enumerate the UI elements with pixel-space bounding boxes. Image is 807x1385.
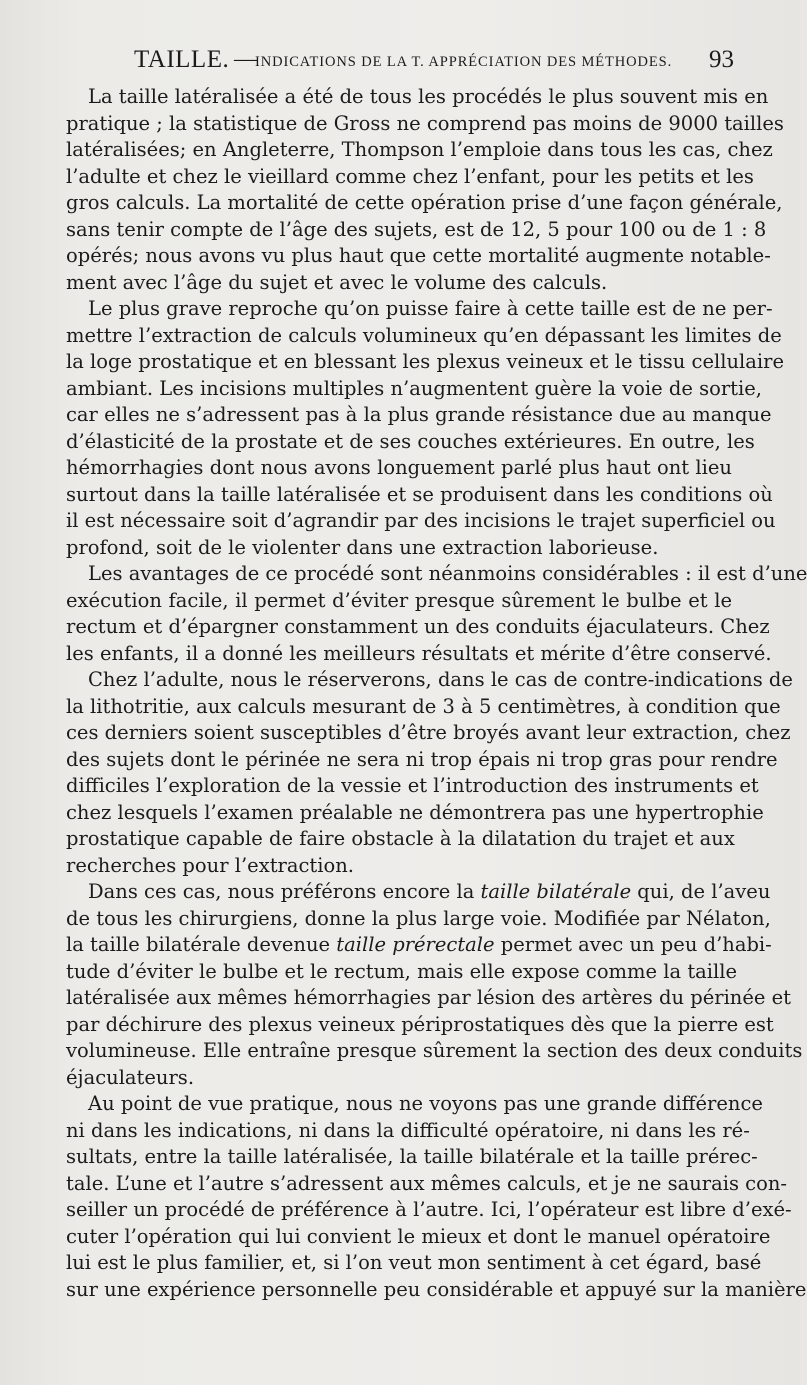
text-segment: la taille bilatérale devenue bbox=[66, 933, 337, 956]
text-line: Chez l’adulte, nous le réserverons, dans le cas de contre-indications de bbox=[88, 668, 793, 691]
header-title: TAILLE. bbox=[134, 46, 230, 73]
header-dash: — bbox=[234, 46, 257, 71]
text-line: rectum et d’épargner constamment un des conduits éjaculateurs. Chez bbox=[66, 615, 770, 638]
text-line: ni dans les indications, ni dans la difficulté opératoire, ni dans les ré- bbox=[66, 1118, 750, 1142]
text-line: ment avec l’âge du sujet et avec le volume des calculs. bbox=[66, 270, 608, 294]
text-line: des sujets dont le périnée ne sera ni trop épais ni trop gras pour rendre bbox=[66, 747, 778, 771]
text-line: exécution facile, il permet d’éviter presque sûrement le bulbe et le bbox=[66, 588, 732, 612]
header-subtitle: INDICATIONS DE LA T. APPRÉCIATION DES MÉTHODES. bbox=[255, 54, 673, 70]
text-line: latéralisées; en Angleterre, Thompson l’emploie dans tous les cas, chez bbox=[66, 138, 773, 161]
text-line bbox=[66, 932, 772, 959]
text-line: ambiant. Les incisions multiples n’augmentent guère la voie de sortie, bbox=[66, 376, 762, 400]
text-line: sans tenir compte de l’âge des sujets, est de 12, 5 pour 100 ou de 1 : 8 bbox=[66, 217, 767, 241]
text-segment: permet avec un peu d’habi- bbox=[494, 933, 772, 956]
text-line: de tous les chirurgiens, donne la plus large voie. Modifiée par Nélaton, bbox=[66, 906, 771, 930]
text-line bbox=[66, 879, 771, 906]
text-line: La taille latéralisée a été de tous les procédés le plus souvent mis en bbox=[88, 85, 769, 108]
text-line: sultats, entre la taille latéralisée, la taille bilatérale et la taille prérec- bbox=[66, 1145, 758, 1168]
text-line: prostatique capable de faire obstacle à la dilatation du trajet et aux bbox=[66, 827, 735, 850]
text-line: recherches pour l’extraction. bbox=[66, 853, 354, 877]
text-line: les enfants, il a donné les meilleurs résultats et mérite d’être conservé. bbox=[66, 641, 772, 665]
text-line: tude d’éviter le bulbe et le rectum, mais elle expose comme la taille bbox=[66, 959, 738, 983]
text-line: d’élasticité de la prostate et de ses couches extérieures. En outre, les bbox=[66, 429, 755, 453]
text-line: sur une expérience personnelle peu considérable et appuyé sur la manière bbox=[66, 1277, 807, 1301]
text-line: ces derniers soient susceptibles d’être broyés avant leur extraction, chez bbox=[66, 721, 791, 744]
running-header bbox=[66, 44, 734, 78]
text-line: lui est le plus familier, et, si l’on veut mon sentiment à cet égard, basé bbox=[66, 1251, 762, 1274]
text-line: la loge prostatique et en blessant les plexus veineux et le tissu cellulaire bbox=[66, 350, 784, 373]
text-line: la lithotritie, aux calculs mesurant de 3 à 5 centimètres, à condition que bbox=[66, 694, 781, 718]
body-text bbox=[66, 84, 807, 1303]
text-line: par déchirure des plexus veineux périprostatiques dès que la pierre est bbox=[66, 1012, 774, 1036]
text-line: l’adulte et chez le vieillard comme chez l’enfant, pour les petits et les bbox=[66, 164, 754, 188]
text-line: difficiles l’exploration de la vessie et l’introduction des instruments et bbox=[66, 774, 759, 797]
text-line: gros calculs. La mortalité de cette opération prise d’une façon générale, bbox=[66, 191, 783, 214]
text-segment: qui, de l’aveu bbox=[631, 880, 771, 903]
text-line: profond, soit de le violenter dans une extraction laborieuse. bbox=[66, 535, 659, 559]
text-line: Au point de vue pratique, nous ne voyons pas une grande différence bbox=[88, 1092, 763, 1115]
text-line: Le plus grave reproche qu’on puisse faire à cette taille est de ne per- bbox=[88, 297, 773, 320]
text-line: surtout dans la taille latéralisée et se produisent dans les conditions où bbox=[66, 482, 773, 506]
text-line: éjaculateurs. bbox=[66, 1065, 195, 1089]
text-line: opérés; nous avons vu plus haut que cette mortalité augmente notable- bbox=[66, 244, 771, 267]
text-line: cuter l’opération qui lui convient le mieux et dont le manuel opératoire bbox=[66, 1224, 771, 1248]
text-line: latéralisée aux mêmes hémorrhagies par lésion des artères du périnée et bbox=[66, 986, 792, 1009]
text-line: chez lesquels l’examen préalable ne démontrera pas une hypertrophie bbox=[66, 800, 764, 824]
text-line: tale. L’une et l’autre s’adressent aux mêmes calculs, et je ne saurais con- bbox=[66, 1171, 787, 1195]
text-line: car elles ne s’adressent pas à la plus grande résistance due au manque bbox=[66, 403, 772, 426]
text-line: il est nécessaire soit d’agrandir par des incisions le trajet superficiel ou bbox=[66, 509, 776, 532]
text-line: seiller un procédé de préférence à l’autre. Ici, l’opérateur est libre d’exé- bbox=[66, 1198, 792, 1221]
italic-term: taille bilatérale bbox=[480, 880, 632, 903]
text-segment: Dans ces cas, nous préférons encore la bbox=[88, 880, 481, 903]
page-number: 93 bbox=[709, 46, 734, 73]
text-line: Les avantages de ce procédé sont néanmoins considérables : il est d’une bbox=[88, 562, 807, 585]
text-line: hémorrhagies dont nous avons longuement parlé plus haut ont lieu bbox=[66, 456, 732, 479]
text-line: pratique ; la statistique de Gross ne comprend pas moins de 9000 tailles bbox=[66, 111, 784, 135]
text-line: mettre l’extraction de calculs volumineux qu’en dépassant les limites de bbox=[66, 323, 782, 347]
text-line: volumineuse. Elle entraîne presque sûrement la section des deux conduits bbox=[66, 1039, 803, 1062]
italic-term: taille prérectale bbox=[336, 933, 495, 956]
